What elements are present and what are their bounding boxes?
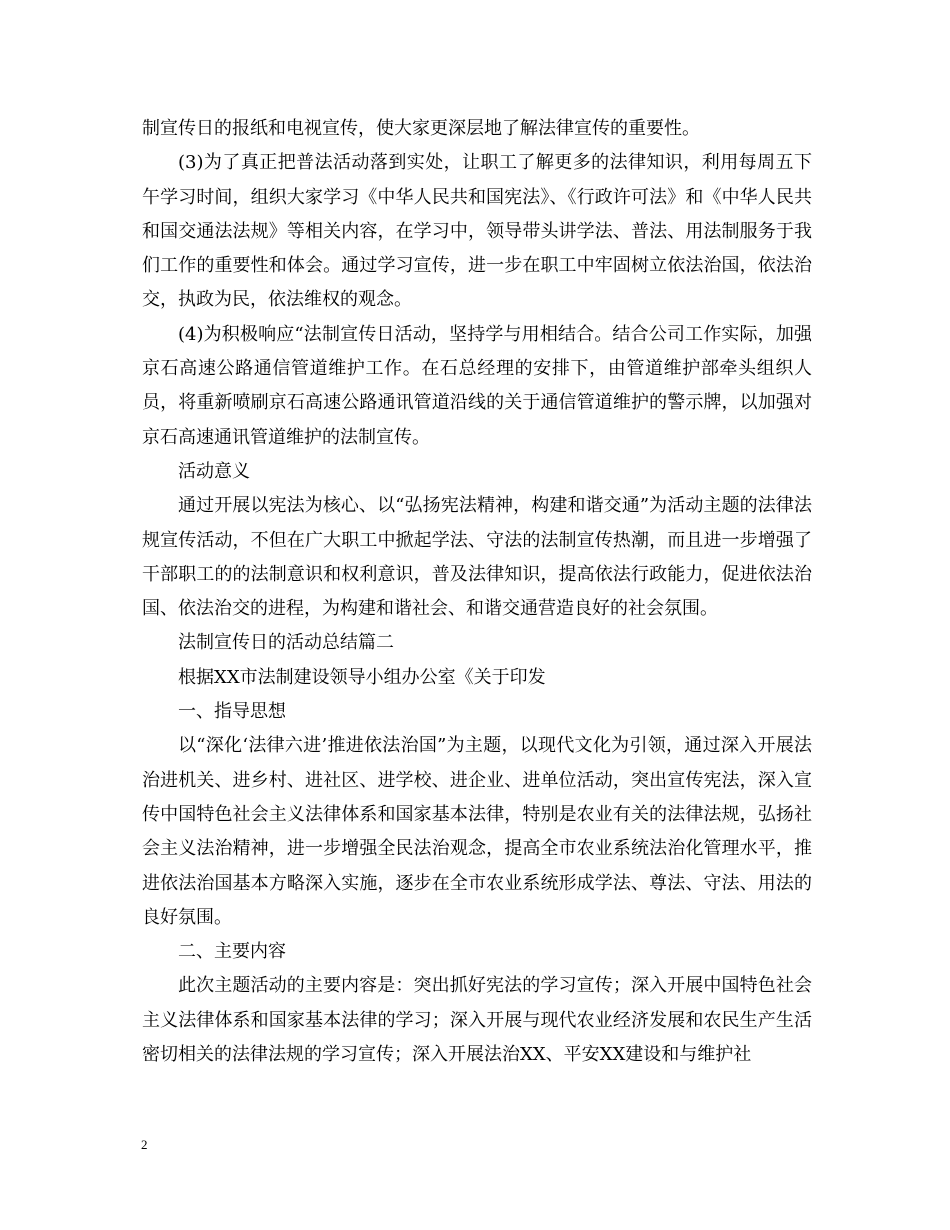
paragraph-7: 根据XX市法制建设领导小组办公室《关于印发 xyxy=(178,666,546,688)
paragraph-9: 以“深化‘法律六进’推进依法治国”为主题，以现代文化为引领，通过深入开展法治进机关、进乡村、进社区、进学校、进企业、进单位活动，突出宣传宪法，深入宣传中国特色社会主义法律体系和国家基本法律，特别是农业有关的法律法规，弘扬社会主义法治精神，进一步增强全民法治观念，提高全市农业系统法治化管理水平，推进依法治国基本方略深入实施，逐步在全市农业系统形成学法、尊法、守法、用法的良好氛围。 xyxy=(142,735,812,928)
paragraph-11: 此次主题活动的主要内容是：突出抓好宪法的学习宣传；深入开展中国特色社会主义法律体系和国家基本法律的学习；深入开展与现代农业经济发展和农民生产生活密切相关的法律法规的学习宣传；深入开展法治XX、平安XX建设和与维护社 xyxy=(142,975,812,1066)
section-heading-activity-significance: 活动意义 xyxy=(178,460,250,482)
paragraph-3: (4)为积极响应“法制宣传日活动，坚持学与用相结合。结合公司工作实际，加强京石高速公路通信管道维护工作。在石总经理的安排下，由管道维护部牵头组织人员，将重新喷刷京石高速公路通讯管道沿线的关于通信管道维护的警示牌，以加强对京石高速通讯管道维护的法制宣传。 xyxy=(142,323,812,448)
paragraph-5: 通过开展以宪法为核心、以“弘扬宪法精神，构建和谐交通”为活动主题的法律法规宣传活动，不但在广大职工中掀起学法、守法的法制宣传热潮，而且进一步增强了干部职工的的法制意识和权利意识，普及法律知识，提高依法行政能力，促进依法治国、依法治交的进程，为构建和谐社会、和谐交通营造良好的社会氛围。 xyxy=(142,495,812,620)
page-number: 2 xyxy=(141,1137,148,1152)
section-heading-guiding-ideology: 一、指导思想 xyxy=(178,701,286,723)
section-heading-main-content: 二、主要内容 xyxy=(178,941,286,963)
document-body xyxy=(142,112,812,1072)
paragraph-2: (3)为了真正把普法活动落到实处，让职工了解更多的法律知识，利用每周五下午学习时间，组织大家学习《中华人民共和国宪法》、《行政许可法》和《中华人民共和国交通法法规》等相关内容，在学习中，领导带头讲学法、普法、用法制服务于我们工作的重要性和体会。通过学习宣传，进一步在职工中牢固树立依法治国，依法治交，执政为民，依法维权的观念。 xyxy=(142,152,812,311)
paragraph-1: 制宣传日的报纸和电视宣传，使大家更深层地了解法律宣传的重要性。 xyxy=(142,118,700,139)
article-title-part-two: 法制宣传日的活动总结篇二 xyxy=(178,632,394,654)
